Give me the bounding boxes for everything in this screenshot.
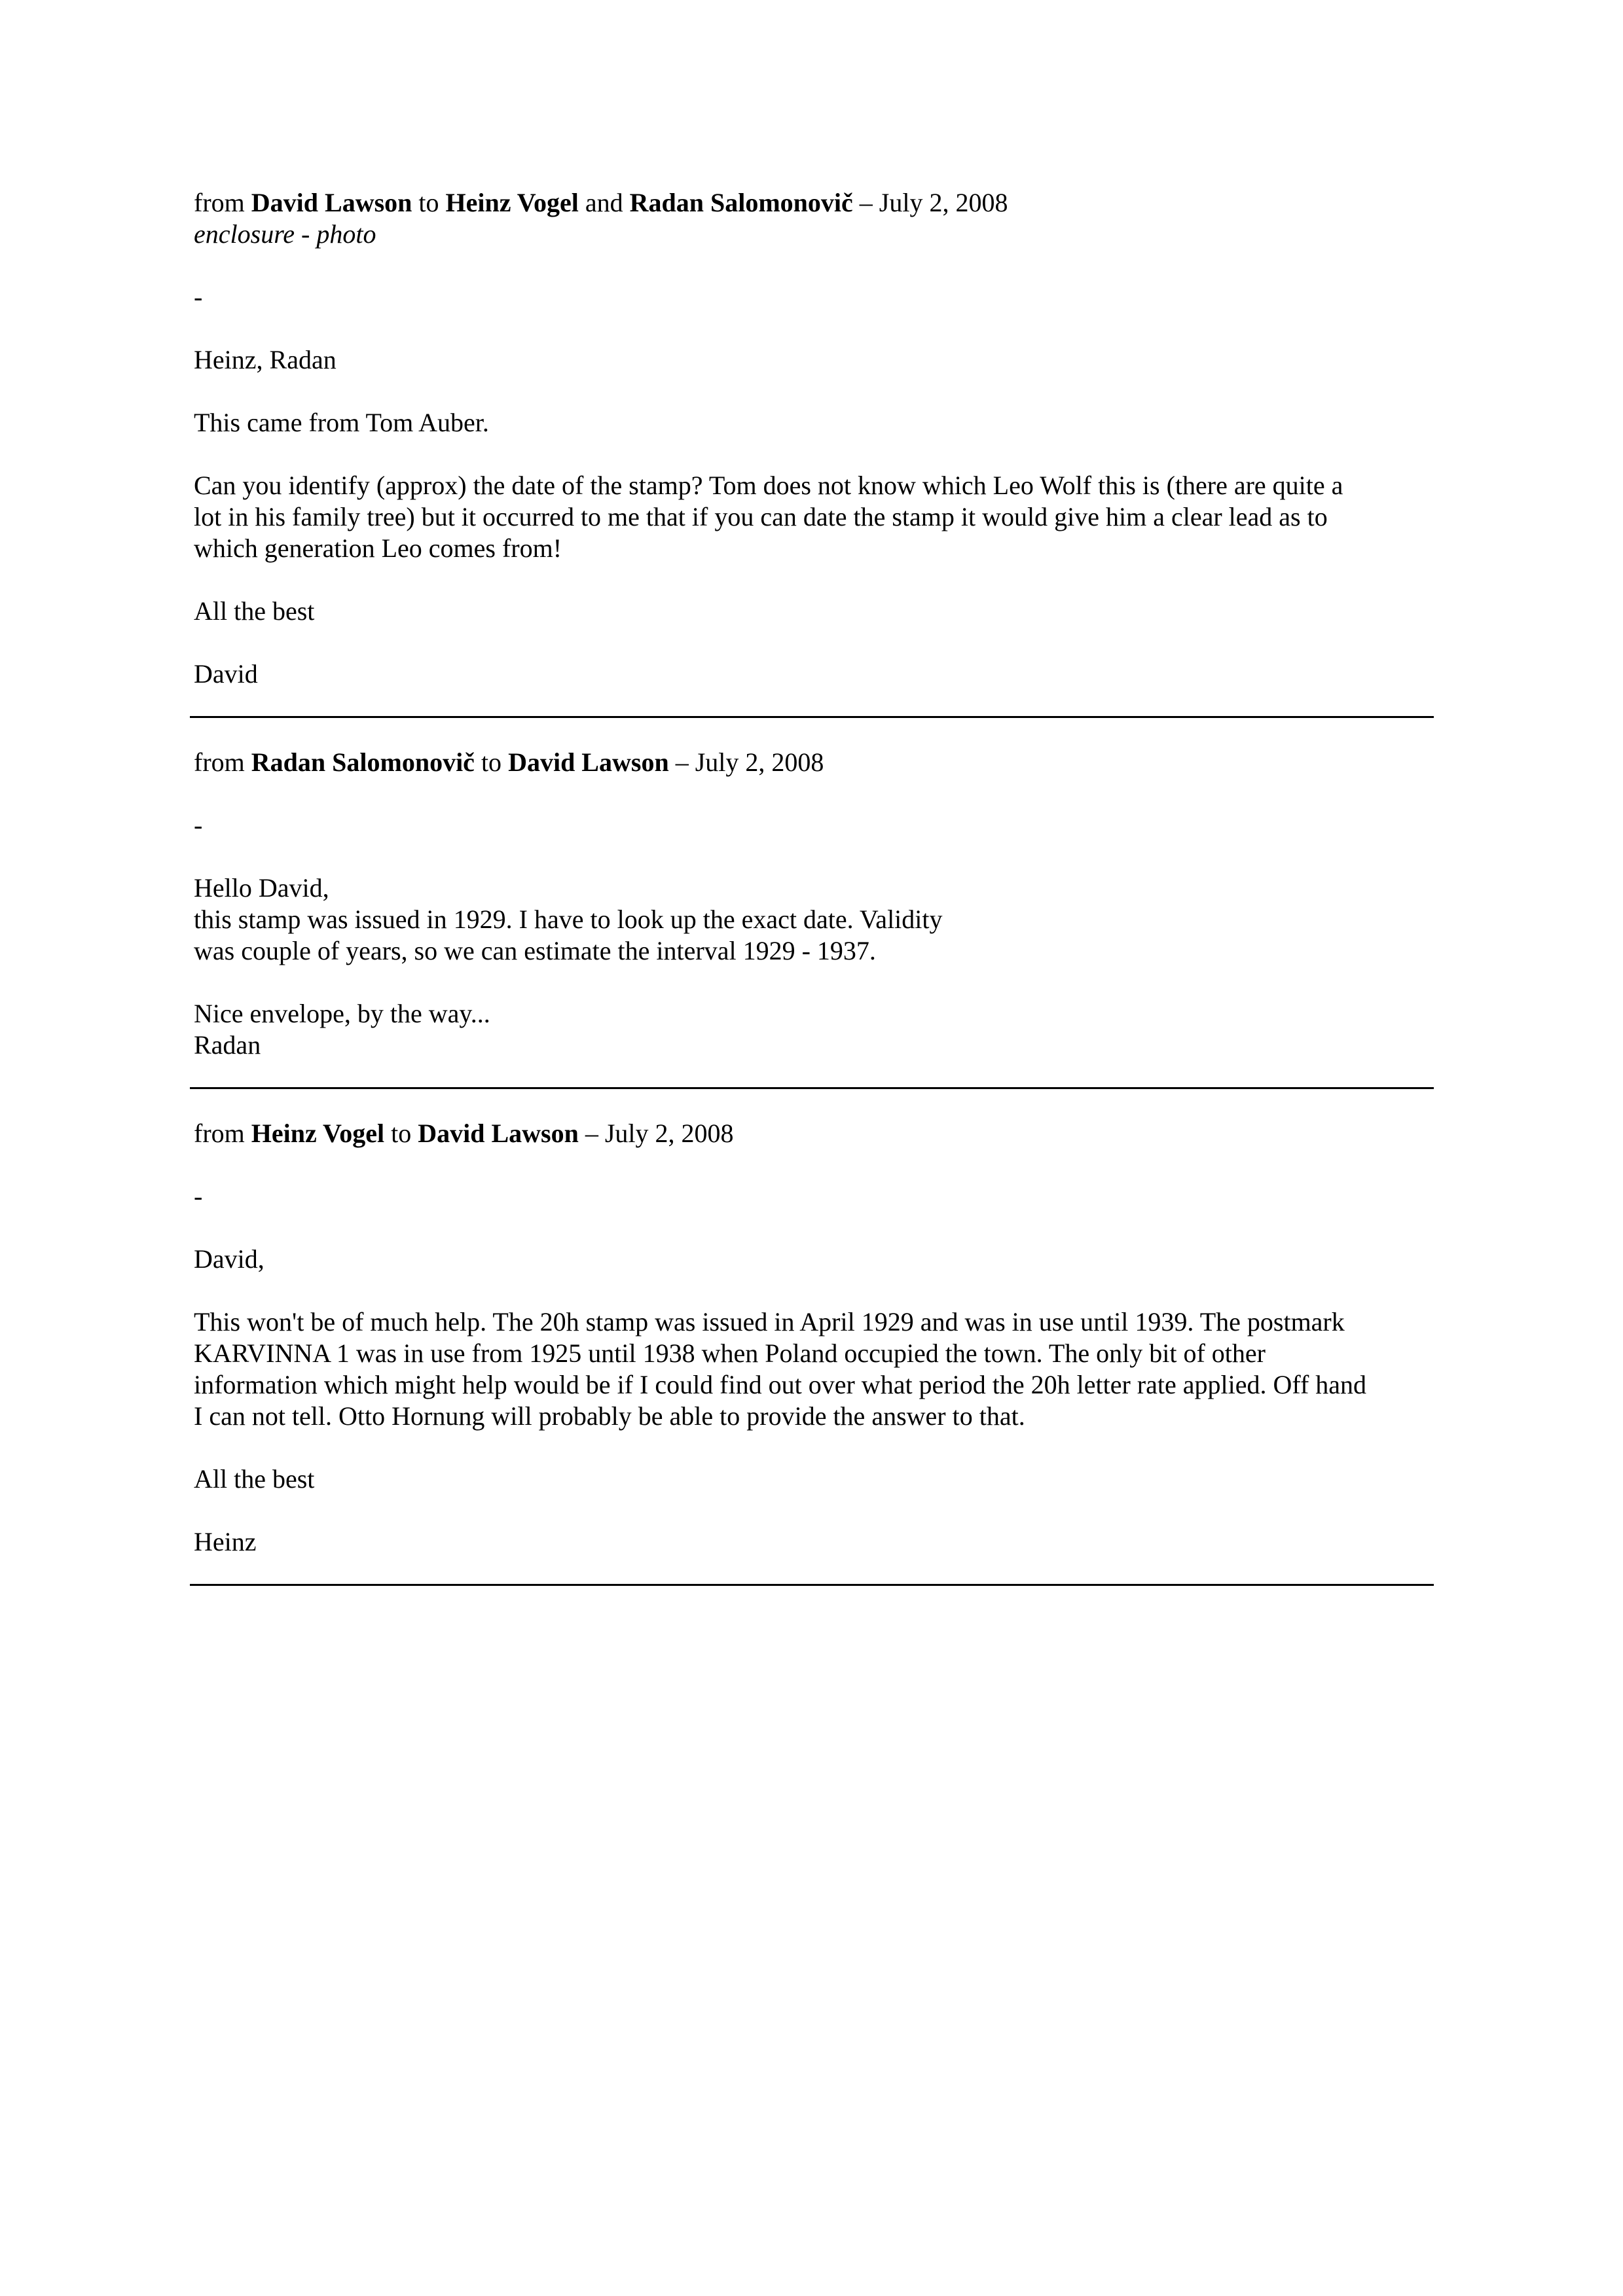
document-content [194,187,1434,1586]
closing-line: Nice envelope, by the way... [194,999,490,1028]
sender-name: Radan Salomonovič [251,747,475,777]
body-paragraph [194,470,1434,564]
body-line: this stamp was issued in 1929. I have to look up the exact date. Validity [194,905,943,934]
greeting: Heinz, Radan [194,345,337,374]
recipient-name: David Lawson [418,1119,579,1148]
from-word: from [194,188,245,217]
from-word: from [194,747,245,777]
and-word: and [585,188,623,217]
body-line: Hello David, [194,873,329,903]
message-date: – July 2, 2008 [859,188,1008,217]
from-word: from [194,1119,245,1148]
closing: All the best [194,1464,315,1494]
message-divider [190,716,1434,718]
enclosure-note: enclosure - photo [194,219,376,249]
message-divider [190,1087,1434,1089]
recipient-name: Heinz Vogel [445,188,579,217]
body-line: which generation Leo comes from! [194,533,562,563]
dash-separator: - [194,810,203,840]
message-date: – July 2, 2008 [585,1119,734,1148]
message-3 [194,1118,1434,1558]
signature: Radan [194,1030,261,1060]
message-3-header [194,1118,1434,1149]
body-line: information which might help would be if I could find out over what period the 20h letter rate applied. Off hand [194,1370,1367,1399]
message-date: – July 2, 2008 [675,747,824,777]
dash-separator: - [194,282,203,312]
sender-name: David Lawson [251,188,412,217]
to-word: to [391,1119,412,1148]
to-word: to [481,747,502,777]
body-paragraph [194,1306,1434,1432]
recipient-name: Radan Salomonovič [629,188,853,217]
body-paragraph: This came from Tom Auber. [194,408,489,437]
sender-name: Heinz Vogel [251,1119,385,1148]
to-word: to [418,188,439,217]
body-line: Can you identify (approx) the date of the stamp? Tom does not know which Leo Wolf this is (there are quite a [194,471,1343,500]
signature: David [194,659,258,689]
message-divider [190,1584,1434,1586]
message-2-header [194,747,1434,778]
closing: All the best [194,596,315,626]
body-paragraph [194,872,1434,967]
recipient-name: David Lawson [508,747,669,777]
closing-block [194,998,1434,1061]
message-2 [194,747,1434,1061]
message-1 [194,187,1434,690]
body-line: was couple of years, so we can estimate the interval 1929 - 1937. [194,936,876,965]
message-1-header [194,187,1434,219]
dash-separator: - [194,1181,203,1211]
signature: Heinz [194,1527,257,1556]
body-line: KARVINNA 1 was in use from 1925 until 1938 when Poland occupied the town. The only bit of other [194,1338,1266,1368]
body-line: lot in his family tree) but it occurred to me that if you can date the stamp it would give him a clear lead as to [194,502,1328,531]
body-line: I can not tell. Otto Hornung will probably be able to provide the answer to that. [194,1401,1025,1431]
greeting: David, [194,1244,264,1274]
body-line: This won't be of much help. The 20h stamp was issued in April 1929 and was in use until 1939. The postmark [194,1307,1345,1336]
